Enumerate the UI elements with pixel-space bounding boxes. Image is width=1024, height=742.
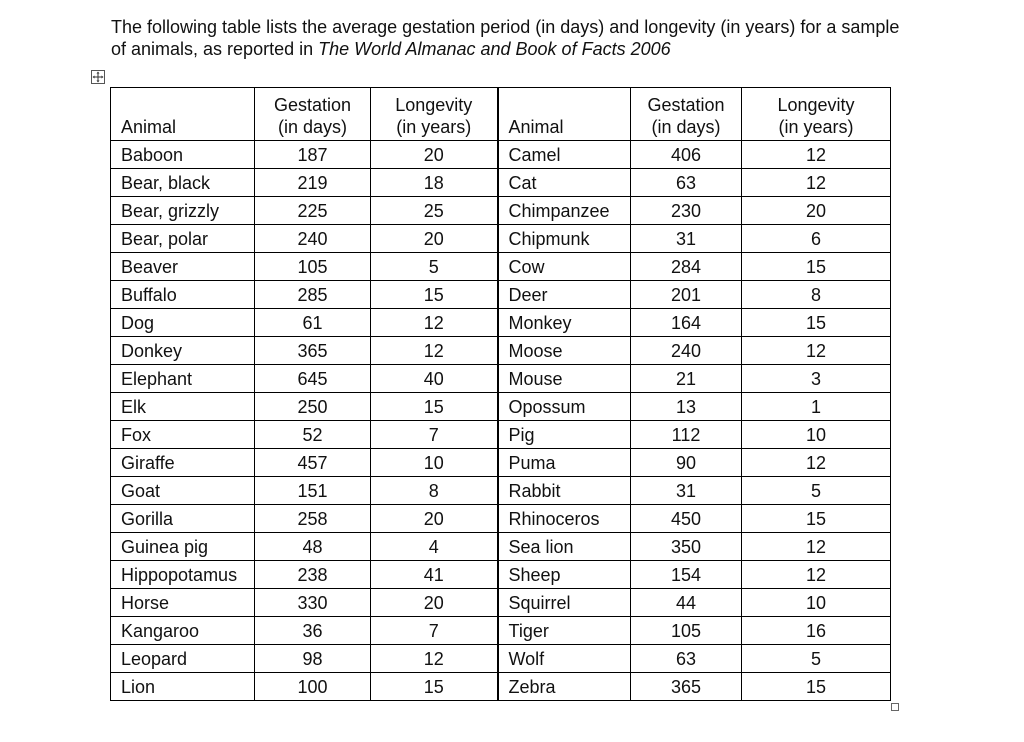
longevity-cell: 4 xyxy=(371,533,498,561)
gestation-cell: 105 xyxy=(631,617,742,645)
longevity-cell: 1 xyxy=(742,393,891,421)
animal-name-cell: Monkey xyxy=(498,309,631,337)
header-longevity-right xyxy=(742,88,891,141)
gestation-cell: 21 xyxy=(631,365,742,393)
animal-name-cell: Wolf xyxy=(498,645,631,673)
animal-name-cell: Giraffe xyxy=(111,449,255,477)
animal-name-cell: Bear, grizzly xyxy=(111,197,255,225)
longevity-cell: 15 xyxy=(371,281,498,309)
header-longevity-line2: (in years) xyxy=(396,117,472,137)
gestation-cell: 90 xyxy=(631,449,742,477)
gestation-cell: 31 xyxy=(631,225,742,253)
table-row xyxy=(111,393,891,421)
gestation-cell: 250 xyxy=(255,393,371,421)
table-row xyxy=(111,141,891,169)
animal-name-cell: Horse xyxy=(111,589,255,617)
longevity-cell: 12 xyxy=(742,561,891,589)
longevity-cell: 7 xyxy=(371,421,498,449)
intro-text: The following table lists the average gestation period (in days) and longevity (in years) for a sample of animals, as reported in xyxy=(111,17,900,59)
longevity-cell: 20 xyxy=(371,141,498,169)
animal-name-cell: Sheep xyxy=(498,561,631,589)
animal-name-cell: Chimpanzee xyxy=(498,197,631,225)
table-move-handle[interactable] xyxy=(91,70,105,84)
animal-name-cell: Deer xyxy=(498,281,631,309)
table-row xyxy=(111,197,891,225)
table-row xyxy=(111,449,891,477)
longevity-cell: 15 xyxy=(371,393,498,421)
gestation-cell: 187 xyxy=(255,141,371,169)
table-row xyxy=(111,281,891,309)
animal-name-cell: Puma xyxy=(498,449,631,477)
longevity-cell: 20 xyxy=(371,225,498,253)
table-row xyxy=(111,225,891,253)
table-row xyxy=(111,645,891,673)
longevity-cell: 12 xyxy=(742,141,891,169)
gestation-cell: 98 xyxy=(255,645,371,673)
header-gestation-line2: (in days) xyxy=(651,117,721,137)
longevity-cell: 20 xyxy=(742,197,891,225)
animal-name-cell: Bear, black xyxy=(111,169,255,197)
animal-name-cell: Lion xyxy=(111,673,255,701)
longevity-cell: 15 xyxy=(371,673,498,701)
longevity-cell: 5 xyxy=(371,253,498,281)
table-row xyxy=(111,673,891,701)
table-row xyxy=(111,365,891,393)
table-row xyxy=(111,589,891,617)
longevity-cell: 18 xyxy=(371,169,498,197)
animal-name-cell: Squirrel xyxy=(498,589,631,617)
table-row xyxy=(111,309,891,337)
longevity-cell: 8 xyxy=(371,477,498,505)
animal-name-cell: Goat xyxy=(111,477,255,505)
animal-name-cell: Cat xyxy=(498,169,631,197)
table-row xyxy=(111,533,891,561)
longevity-cell: 25 xyxy=(371,197,498,225)
longevity-cell: 20 xyxy=(371,505,498,533)
longevity-cell: 15 xyxy=(742,673,891,701)
longevity-cell: 6 xyxy=(742,225,891,253)
gestation-cell: 645 xyxy=(255,365,371,393)
gestation-cell: 63 xyxy=(631,645,742,673)
animal-name-cell: Cow xyxy=(498,253,631,281)
gestation-cell: 61 xyxy=(255,309,371,337)
gestation-cell: 240 xyxy=(255,225,371,253)
longevity-cell: 12 xyxy=(742,449,891,477)
header-gestation-left xyxy=(255,88,371,141)
table-row xyxy=(111,337,891,365)
animal-name-cell: Camel xyxy=(498,141,631,169)
gestation-cell: 285 xyxy=(255,281,371,309)
gestation-cell: 13 xyxy=(631,393,742,421)
animal-name-cell: Kangaroo xyxy=(111,617,255,645)
gestation-cell: 52 xyxy=(255,421,371,449)
longevity-cell: 12 xyxy=(742,169,891,197)
header-animal-right: Animal xyxy=(498,88,631,141)
header-longevity-line1: Longevity xyxy=(777,95,855,115)
gestation-cell: 151 xyxy=(255,477,371,505)
longevity-cell: 15 xyxy=(742,309,891,337)
table-row xyxy=(111,505,891,533)
longevity-cell: 12 xyxy=(742,337,891,365)
gestation-cell: 36 xyxy=(255,617,371,645)
animal-name-cell: Donkey xyxy=(111,337,255,365)
longevity-cell: 41 xyxy=(371,561,498,589)
header-gestation-right xyxy=(631,88,742,141)
gestation-cell: 164 xyxy=(631,309,742,337)
animal-name-cell: Mouse xyxy=(498,365,631,393)
gestation-cell: 230 xyxy=(631,197,742,225)
longevity-cell: 10 xyxy=(742,589,891,617)
gestation-cell: 31 xyxy=(631,477,742,505)
animal-name-cell: Chipmunk xyxy=(498,225,631,253)
longevity-cell: 7 xyxy=(371,617,498,645)
resize-square-icon[interactable] xyxy=(891,703,899,711)
animal-name-cell: Moose xyxy=(498,337,631,365)
animal-name-cell: Dog xyxy=(111,309,255,337)
gestation-cell: 238 xyxy=(255,561,371,589)
longevity-cell: 12 xyxy=(371,337,498,365)
animal-name-cell: Elephant xyxy=(111,365,255,393)
longevity-cell: 10 xyxy=(371,449,498,477)
header-longevity-line1: Longevity xyxy=(395,95,473,115)
header-gestation-line1: Gestation xyxy=(647,95,725,115)
longevity-cell: 10 xyxy=(742,421,891,449)
gestation-cell: 105 xyxy=(255,253,371,281)
longevity-cell: 5 xyxy=(742,477,891,505)
table-row xyxy=(111,169,891,197)
longevity-cell: 20 xyxy=(371,589,498,617)
header-longevity-left xyxy=(371,88,498,141)
gestation-cell: 48 xyxy=(255,533,371,561)
table-header-row xyxy=(111,88,891,141)
book-title: The World Almanac and Book of Facts 2006 xyxy=(318,39,671,59)
animal-name-cell: Gorilla xyxy=(111,505,255,533)
gestation-cell: 258 xyxy=(255,505,371,533)
animal-name-cell: Guinea pig xyxy=(111,533,255,561)
gestation-cell: 457 xyxy=(255,449,371,477)
move-cross-icon xyxy=(92,71,104,83)
gestation-cell: 406 xyxy=(631,141,742,169)
longevity-cell: 40 xyxy=(371,365,498,393)
gestation-cell: 240 xyxy=(631,337,742,365)
animal-name-cell: Pig xyxy=(498,421,631,449)
gestation-cell: 365 xyxy=(631,673,742,701)
table-row xyxy=(111,617,891,645)
animal-name-cell: Rhinoceros xyxy=(498,505,631,533)
animal-name-cell: Leopard xyxy=(111,645,255,673)
gestation-cell: 225 xyxy=(255,197,371,225)
gestation-cell: 330 xyxy=(255,589,371,617)
animal-name-cell: Opossum xyxy=(498,393,631,421)
header-animal-left: Animal xyxy=(111,88,255,141)
animal-name-cell: Hippopotamus xyxy=(111,561,255,589)
animal-name-cell: Baboon xyxy=(111,141,255,169)
longevity-cell: 12 xyxy=(371,645,498,673)
longevity-cell: 16 xyxy=(742,617,891,645)
table-row xyxy=(111,477,891,505)
animal-name-cell: Zebra xyxy=(498,673,631,701)
intro-paragraph xyxy=(111,16,911,60)
animal-name-cell: Sea lion xyxy=(498,533,631,561)
header-longevity-line2: (in years) xyxy=(778,117,854,137)
gestation-cell: 350 xyxy=(631,533,742,561)
gestation-cell: 201 xyxy=(631,281,742,309)
table-body xyxy=(111,141,891,701)
animal-name-cell: Tiger xyxy=(498,617,631,645)
gestation-cell: 63 xyxy=(631,169,742,197)
gestation-cell: 44 xyxy=(631,589,742,617)
gestation-cell: 365 xyxy=(255,337,371,365)
longevity-cell: 12 xyxy=(742,533,891,561)
animal-name-cell: Bear, polar xyxy=(111,225,255,253)
table-row xyxy=(111,561,891,589)
longevity-cell: 3 xyxy=(742,365,891,393)
gestation-cell: 112 xyxy=(631,421,742,449)
longevity-cell: 8 xyxy=(742,281,891,309)
table-row xyxy=(111,253,891,281)
animals-table xyxy=(110,87,891,701)
longevity-cell: 15 xyxy=(742,505,891,533)
gestation-cell: 284 xyxy=(631,253,742,281)
longevity-cell: 5 xyxy=(742,645,891,673)
gestation-cell: 100 xyxy=(255,673,371,701)
animal-name-cell: Elk xyxy=(111,393,255,421)
table-row xyxy=(111,421,891,449)
animal-name-cell: Beaver xyxy=(111,253,255,281)
gestation-cell: 154 xyxy=(631,561,742,589)
gestation-cell: 450 xyxy=(631,505,742,533)
longevity-cell: 15 xyxy=(742,253,891,281)
animal-name-cell: Rabbit xyxy=(498,477,631,505)
gestation-cell: 219 xyxy=(255,169,371,197)
longevity-cell: 12 xyxy=(371,309,498,337)
header-gestation-line1: Gestation xyxy=(273,95,352,115)
animal-name-cell: Buffalo xyxy=(111,281,255,309)
header-gestation-line2: (in days) xyxy=(277,117,348,137)
animal-name-cell: Fox xyxy=(111,421,255,449)
